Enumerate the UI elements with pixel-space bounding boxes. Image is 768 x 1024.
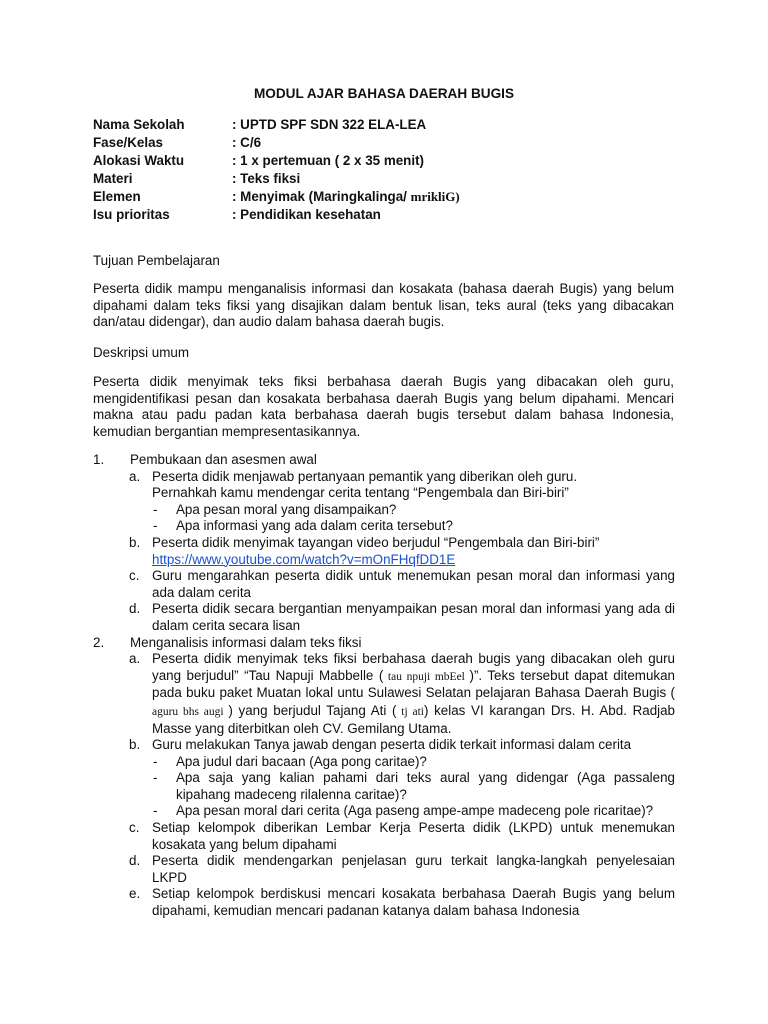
substep-text-part: Peserta didik menyimak teks fiksi berbahasa daerah bugis yang dibacakan oleh guru yang berjudul” “Tau Napuji Mabbelle (	[152, 651, 675, 683]
step-title: Pembukaan dan asesmen awal	[130, 452, 317, 467]
lontara-script-text: tau npuji mbEel	[383, 670, 470, 683]
info-value-text: : Menyimak (Maringkalinga/	[232, 189, 407, 204]
substep-text: Peserta didik menyimak tayangan video berjudul “Pengembala dan Biri-biri”	[152, 534, 600, 550]
substep-item	[93, 568, 675, 601]
substep-item	[93, 853, 675, 886]
substep-letter: b.	[129, 737, 141, 753]
section-heading-deskripsi: Deskripsi umum	[93, 345, 189, 360]
substep-letter: d.	[129, 601, 141, 617]
bullet-item	[93, 518, 675, 535]
substep-letter: e.	[129, 886, 141, 902]
lontara-script-text: mrikliG)	[410, 189, 460, 204]
substep-text-part: )”. Teks tersebut dapat ditemukan pada buku paket Muatan lokal untu Sulawesi Selatan pelajaran Bahasa Daerah Bugis (	[152, 667, 675, 701]
info-key: Isu prioritas	[93, 207, 170, 222]
substep-letter: a.	[129, 468, 141, 484]
info-key: Fase/Kelas	[93, 135, 163, 150]
lontara-script-text: aguru bhs augi	[152, 705, 229, 718]
info-row-school	[93, 116, 460, 134]
info-row-material	[93, 170, 460, 188]
info-value: : C/6	[232, 135, 262, 150]
substep-item	[93, 820, 675, 853]
bullet-text: Apa informasi yang ada dalam cerita tersebut?	[176, 518, 453, 534]
substep-text: Guru melakukan Tanya jawab dengan peserta didik terkait informasi dalam cerita	[152, 737, 632, 753]
substep-letter: c.	[129, 820, 140, 836]
info-value: : Teks fiksi	[232, 171, 301, 186]
step-item	[93, 452, 675, 469]
bullet-text: Apa judul dari bacaan (Aga pong caritae)?	[176, 753, 427, 769]
substep-text: Setiap kelompok diberikan Lembar Kerja Peserta didik (LKPD) untuk menemukan kosakata yang belum dipahami	[152, 820, 675, 852]
tujuan-paragraph: Peserta didik mampu menganalisis informasi dan kosakata (bahasa daerah Bugis) yang belum dipahami dalam teks fiksi yang disajikan dalam bentuk lisan, teks aural (teks yang dibacakan dan/atau didengar), dan audio dalam bahasa daerah bugis.	[93, 281, 674, 329]
bullet-item	[93, 770, 675, 803]
substep-text: Setiap kelompok berdiskusi mencari kosakata berbahasa Daerah Bugis yang belum dipahami, kemudian mencari padanan katanya dalam bahasa Indonesia	[152, 886, 675, 919]
info-row-element	[93, 188, 460, 206]
bullet-dash: -	[153, 518, 158, 534]
steps-list	[93, 452, 675, 920]
info-row-priority	[93, 206, 460, 224]
substep-item	[93, 651, 675, 737]
step-number: 1.	[93, 452, 105, 467]
substep-text: Peserta didik mendengarkan penjelasan guru terkait langka-langkah penyelesaian LKPD	[152, 853, 675, 885]
substep-text: Peserta didik secara bergantian menyampaikan pesan moral dan informasi yang ada di dalam cerita secara lisan	[152, 601, 675, 633]
substep-item	[93, 469, 675, 502]
info-table	[93, 116, 460, 224]
substep-item	[93, 886, 675, 919]
bullet-dash: -	[153, 501, 158, 517]
substep-letter: c.	[129, 568, 140, 584]
deskripsi-paragraph: Peserta didik menyimak teks fiksi berbahasa daerah Bugis yang dibacakan oleh guru, mengidentifikasi pesan dan kosakata berbahasa daerah Bugis yang belum dipahami. Mencari makna atau padu padan kata berbahasa daerah bugis tersebut dalam bahasa Indonesia, kemudian bergantian mempresentasikannya.	[93, 374, 674, 439]
substep-item	[93, 737, 675, 754]
document-title: MODUL AJAR BAHASA DAERAH BUGIS	[253, 86, 515, 101]
bullet-item	[93, 803, 675, 820]
info-key: Nama Sekolah	[93, 117, 185, 132]
info-value: : Pendidikan kesehatan	[232, 207, 381, 222]
substep-letter: d.	[129, 853, 141, 869]
youtube-link[interactable]: https://www.youtube.com/watch?v=mOnFHqfDD1E	[152, 551, 456, 567]
bullet-text: Apa pesan moral dari cerita (Aga paseng ampe-ampe madeceng pole ricaritae)?	[176, 803, 654, 819]
step-title: Menganalisis informasi dalam teks fiksi	[130, 634, 362, 650]
substep-text	[152, 651, 675, 737]
substep-item	[93, 535, 675, 568]
info-value	[232, 188, 460, 206]
substep-text-part: ) yang berjudul Tajang Ati (	[228, 702, 397, 718]
substep-text: Peserta didik menjawab pertanyaan pemantik yang diberikan oleh guru.	[152, 468, 578, 484]
info-value: : UPTD SPF SDN 322 ELA-LEA	[232, 117, 427, 132]
substep-item	[93, 601, 675, 634]
bullet-item	[93, 754, 675, 771]
bullet-dash: -	[153, 803, 158, 819]
bullet-text: Apa pesan moral yang disampaikan?	[176, 501, 397, 517]
bullet-dash: -	[153, 770, 158, 786]
substep-question: Pernahkah kamu mendengar cerita tentang “Pengembala dan Biri-biri”	[152, 485, 569, 501]
bullet-text: Apa saja yang kalian pahami dari teks aural yang didengar (Aga passaleng kipahang madeceng rilalenna caritae)?	[176, 770, 675, 802]
info-key: Materi	[93, 171, 133, 186]
substep-letter: b.	[129, 534, 141, 550]
info-row-time	[93, 152, 460, 170]
step-number: 2.	[93, 634, 105, 650]
info-value: : 1 x pertemuan ( 2 x 35 menit)	[232, 153, 424, 168]
step-item	[93, 635, 675, 652]
section-heading-tujuan: Tujuan Pembelajaran	[93, 253, 220, 268]
info-key: Elemen	[93, 189, 141, 204]
info-key: Alokasi Waktu	[93, 153, 185, 168]
info-row-class	[93, 134, 460, 152]
substep-text: Guru mengarahkan peserta didik untuk menemukan pesan moral dan informasi yang ada dalam cerita	[152, 568, 675, 600]
lontara-script-text: tj ati	[396, 705, 424, 718]
substep-text-part: ) kelas VI karangan Drs. H. Abd. Radjab Masse yang diterbitkan oleh CV. Gemilang Utama.	[152, 702, 676, 736]
bullet-dash: -	[153, 753, 158, 769]
bullet-item	[93, 502, 675, 519]
substep-letter: a.	[129, 651, 141, 667]
